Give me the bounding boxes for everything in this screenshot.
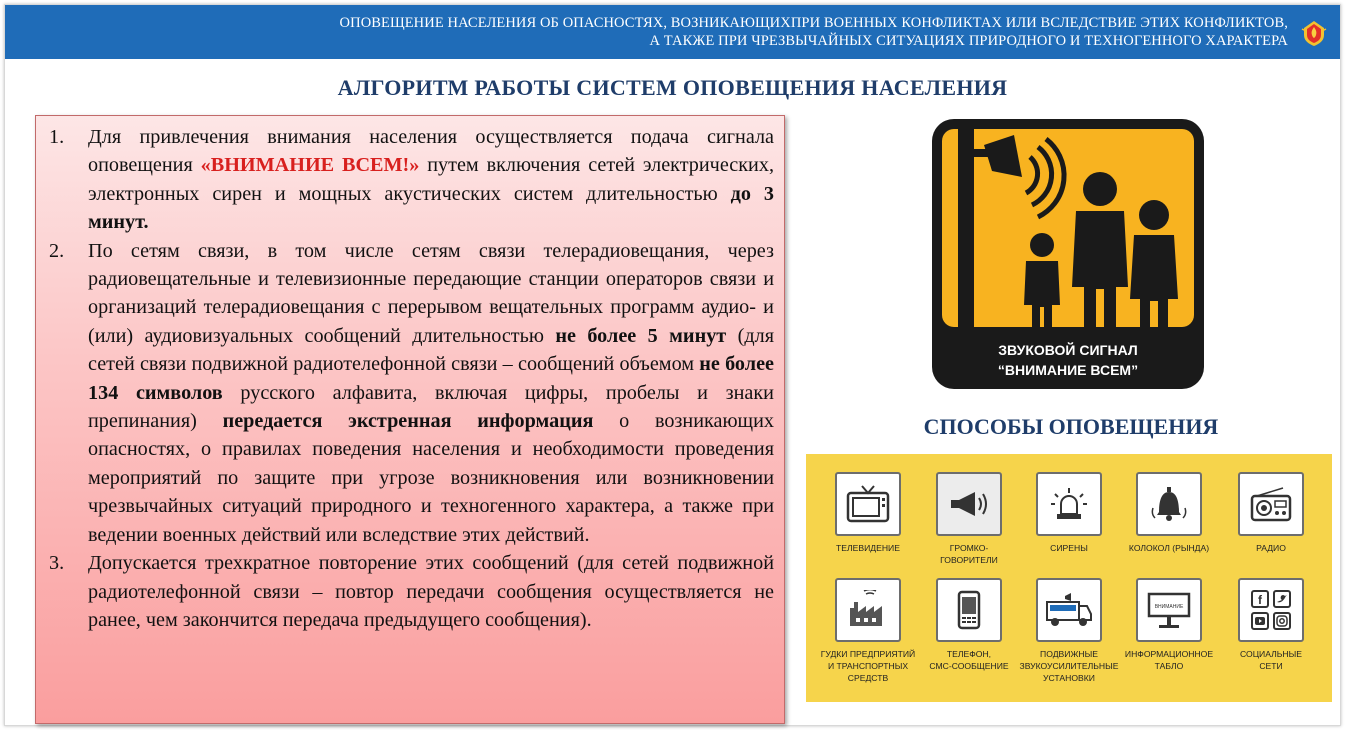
method-tv <box>816 472 920 554</box>
method-label: СИРЕНЫ <box>1050 543 1088 553</box>
item-text: (для сетей связи подвижной радиотелефонной связи – сообщений объемом <box>88 324 774 376</box>
algorithm-item-3 <box>46 549 774 634</box>
duration-highlight: до 3 минут. <box>88 182 774 234</box>
methods-panel <box>806 454 1332 702</box>
radio-icon <box>1249 484 1293 524</box>
header-bar <box>5 5 1340 59</box>
sign-line-2: “ВНИМАНИЕ ВСЕМ” <box>997 362 1139 378</box>
method-bell <box>1117 472 1221 554</box>
method-loudspeakers <box>917 472 1021 566</box>
algorithm-panel <box>35 115 785 724</box>
method-sirens <box>1017 472 1121 554</box>
header-line-1: ОПОВЕЩЕНИЕ НАСЕЛЕНИЯ ОБ ОПАСНОСТЯХ, ВОЗНИКАЮЩИХПРИ ВОЕННЫХ КОНФЛИКТАХ ИЛИ ВСЛЕДСТВИЕ ЭТИХ КОНФЛИКТОВ, <box>339 15 1288 31</box>
loudspeaker-icon <box>947 484 991 524</box>
method-mobile-units <box>1017 578 1121 684</box>
social-networks-icon <box>1249 588 1293 632</box>
truck-icon <box>1045 590 1093 630</box>
duration-highlight: не более 5 минут <box>555 324 727 347</box>
item-text: о возникающих опасностях, о правилах поведения населения и необходимости проведения мероприятий по защите при угрозе возникновения или возникновении чрезвычайных ситуаций природного и техногенного характера, а также при ведении военных действий или вследствие этих действий. <box>88 410 774 546</box>
loudspeaker-people-sign-icon <box>932 119 1204 389</box>
method-radio <box>1219 472 1323 554</box>
methods-title: СПОСОБЫ ОПОВЕЩЕНИЯ <box>923 414 1219 439</box>
item-number: 3. <box>49 552 65 575</box>
billboard-text: ВНИМАНИЕ <box>1154 604 1184 610</box>
method-label: ТЕЛЕФОН, СМС-СООБЩЕНИЕ <box>929 649 1009 671</box>
method-factory-horns <box>816 578 920 684</box>
method-label: ПОДВИЖНЫЕ ЗВУКОУСИЛИТЕЛЬНЫЕ УСТАНОВКИ <box>1019 649 1119 683</box>
method-label: ГРОМКО- ГОВОРИТЕЛИ <box>940 543 998 565</box>
method-label: СОЦИАЛЬНЫЕ СЕТИ <box>1240 649 1302 671</box>
mchs-emblem-icon <box>1300 19 1328 47</box>
method-label: ТЕЛЕВИДЕНИЕ <box>836 543 900 553</box>
bell-icon <box>1147 484 1191 524</box>
method-social-networks <box>1219 578 1323 672</box>
item-number: 2. <box>49 239 65 262</box>
method-phone-sms <box>917 578 1021 672</box>
item-text: русского алфавита, включая цифры, пробелы и знаки препинания) <box>88 381 774 433</box>
item-number: 1. <box>49 126 65 148</box>
page-title: АЛГОРИТМ РАБОТЫ СИСТЕМ ОПОВЕЩЕНИЯ НАСЕЛЕНИЯ <box>337 75 1008 100</box>
factory-icon <box>846 590 890 630</box>
item-text: Для привлечения внимания населения осуществляется подача сигнала оповещения <box>88 126 774 177</box>
method-label: КОЛОКОЛ (РЫНДА) <box>1128 543 1210 553</box>
item-text: путем включения сетей электрических, электронных сирен и мощных акустических систем длительностью <box>88 154 774 205</box>
slide <box>4 4 1341 726</box>
item-text: По сетям связи, в том числе сетям связи телерадиовещания, через радиовещательные и телевизионные передающие станции операторов связи и организаций телерадиовещания с перерывом вещательных программ аудио- и (или) аудиовизуальных сообщений длительностью <box>88 239 774 347</box>
symbols-highlight: не более 134 символов <box>88 353 775 404</box>
sign-line-1: ЗВУКОВОЙ СИГНАЛ <box>998 342 1138 358</box>
algorithm-item-2 <box>46 237 774 549</box>
algorithm-item-1 <box>46 123 774 237</box>
svg-text:f: f <box>1258 593 1262 607</box>
method-label: ГУДКИ ПРЕДПРИЯТИЙ И ТРАНСПОРТНЫХ СРЕДСТВ <box>820 649 916 683</box>
phone-icon <box>947 590 991 630</box>
item-text: Допускается трехкратное повторение этих сообщений (для сетей подвижной радиотелефонной связи – повтор передачи сообщения осуществляется не ранее, чем закончится передача предыдущего сообщения). <box>88 552 774 631</box>
signal-name: «ВНИМАНИЕ ВСЕМ!» <box>200 154 420 177</box>
tv-icon <box>846 484 890 524</box>
info-highlight: передается экстренная информация <box>222 410 594 433</box>
method-label: ИНФОРМАЦИОННОЕ ТАБЛО <box>1124 649 1214 671</box>
method-label: РАДИО <box>1256 543 1286 553</box>
method-info-board <box>1117 578 1221 672</box>
billboard-icon <box>1145 590 1193 630</box>
header-text <box>340 14 1288 50</box>
siren-icon <box>1047 484 1091 524</box>
algorithm-list <box>46 123 774 634</box>
header-line-2: А ТАКЖЕ ПРИ ЧРЕЗВЫЧАЙНЫХ СИТУАЦИЯХ ПРИРОДНОГО И ТЕХНОГЕННОГО ХАРАКТЕРА <box>649 33 1288 49</box>
